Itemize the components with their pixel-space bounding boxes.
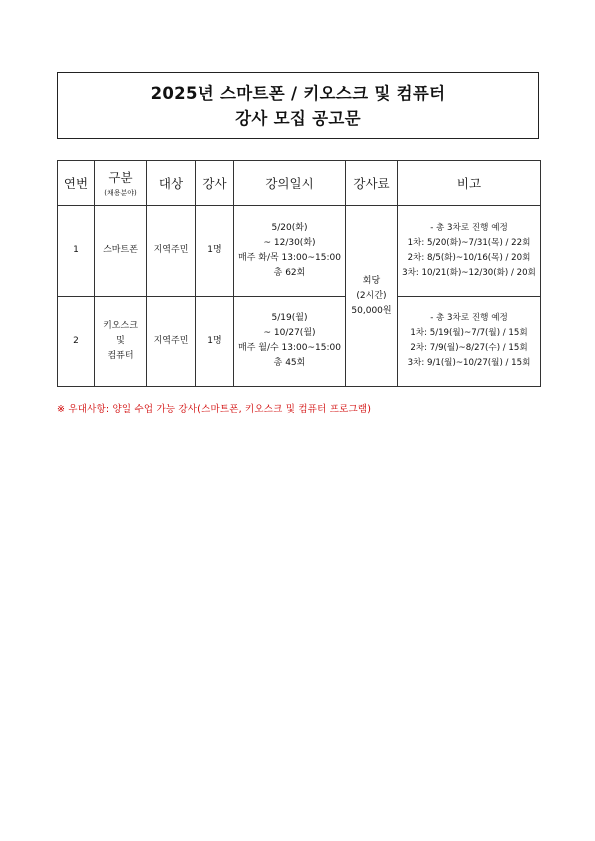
fee-cell — [346, 206, 398, 387]
row-target: 지역주민 — [147, 206, 196, 297]
category-line: 컴퓨터 — [107, 350, 134, 361]
header-category — [95, 161, 147, 206]
header-instructor: 강사 — [196, 161, 234, 206]
category-line: 키오스크 — [103, 320, 138, 331]
row-category — [95, 296, 147, 387]
schedule-line: 총 45회 — [273, 358, 306, 369]
header-category-sub: (채용분야) — [104, 189, 137, 197]
remark-line: 1차: 5/19(월)~7/7(월) / 15회 — [410, 328, 528, 339]
row-no: 2 — [58, 296, 95, 387]
row-schedule — [234, 296, 346, 387]
row-no: 1 — [58, 206, 95, 297]
remark-line: 2차: 8/5(화)~10/16(목) / 20회 — [407, 252, 531, 263]
row-target: 지역주민 — [147, 296, 196, 387]
schedule-line: 5/19(월) — [271, 313, 308, 324]
title-line-1: 2025년 스마트폰 / 키오스크 및 컴퓨터 — [150, 83, 446, 103]
header-remarks: 비고 — [398, 161, 541, 206]
schedule-line: 5/20(화) — [271, 222, 308, 233]
remark-line: 3차: 9/1(월)~10/27(월) / 15회 — [407, 358, 531, 369]
schedule-line: 매주 월/수 13:00~15:00 — [238, 343, 341, 354]
recruitment-table — [57, 160, 541, 387]
remark-line: 2차: 7/9(월)~8/27(수) / 15회 — [410, 343, 528, 354]
row-instructor: 1명 — [196, 206, 234, 297]
header-fee: 강사료 — [346, 161, 398, 206]
fee-line: 50,000원 — [351, 305, 392, 316]
schedule-line: 총 62회 — [273, 267, 306, 278]
preference-footnote: ※ 우대사항: 양일 수업 가능 강사(스마트폰, 키오스크 및 컴퓨터 프로그램) — [57, 404, 372, 415]
fee-line: 회당 — [362, 275, 381, 286]
remark-line: 1차: 5/20(화)~7/31(목) / 22회 — [407, 237, 531, 248]
schedule-line: ~ 12/30(화) — [263, 237, 316, 248]
schedule-line: 매주 화/목 13:00~15:00 — [238, 252, 341, 263]
header-target: 대상 — [147, 161, 196, 206]
row-instructor: 1명 — [196, 296, 234, 387]
fee-line: (2시간) — [356, 290, 387, 301]
title-line-2: 강사 모집 공고문 — [235, 108, 361, 128]
row-category — [95, 206, 147, 297]
table-row — [58, 206, 541, 297]
row-remarks — [398, 206, 541, 297]
remark-line: - 총 3차로 진행 예정 — [430, 222, 508, 233]
header-no: 연번 — [58, 161, 95, 206]
remark-line: - 총 3차로 진행 예정 — [430, 313, 508, 324]
header-schedule: 강의일시 — [234, 161, 346, 206]
title-box — [57, 72, 539, 139]
category-line: 스마트폰 — [103, 245, 138, 256]
header-category-label: 구분 — [108, 170, 133, 185]
row-schedule — [234, 206, 346, 297]
remark-line: 3차: 10/21(화)~12/30(화) / 20회 — [402, 267, 536, 278]
row-remarks — [398, 296, 541, 387]
table-row — [58, 296, 541, 387]
schedule-line: ~ 10/27(월) — [263, 328, 316, 339]
category-line: 및 — [116, 335, 125, 346]
table-header-row — [58, 161, 541, 206]
